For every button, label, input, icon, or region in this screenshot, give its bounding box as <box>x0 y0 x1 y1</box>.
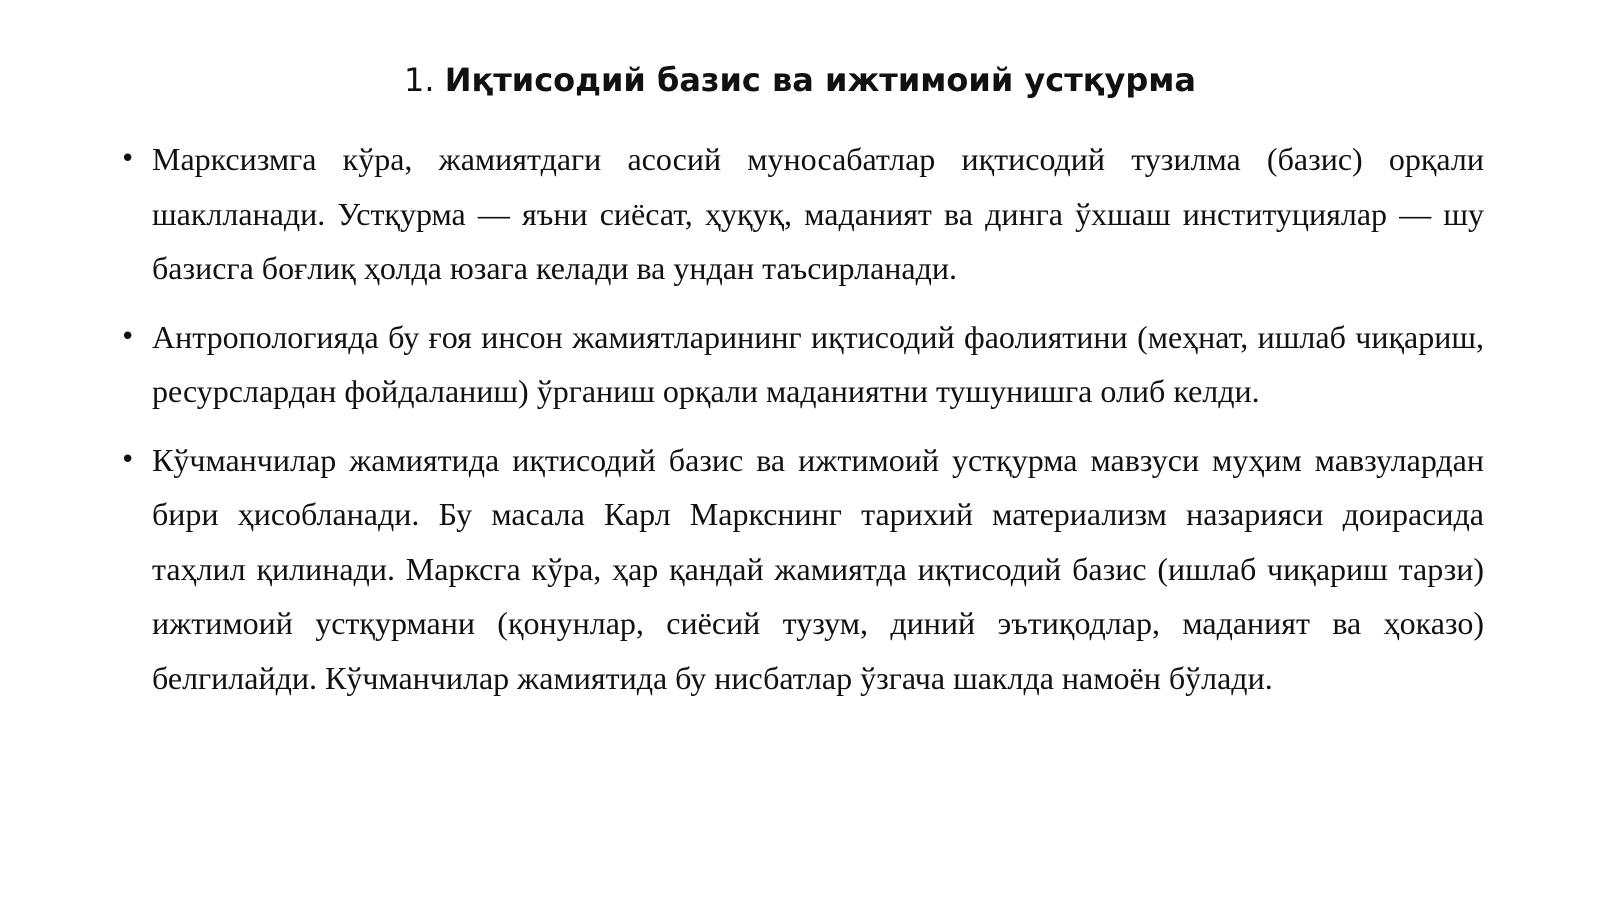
bullet-text: Марксизмга кўра, жамиятдаги асосий муносабатлар иқтисодий тузилма (базис) орқали шаклланади. Устқурма — яъни сиёсат, ҳуқуқ, маданият ва динга ўхшаш институциялар — шу базисга боғлиқ ҳолда юзага келади ва ундан таъсирланади. <box>152 141 1484 286</box>
bullet-item <box>120 132 1484 296</box>
title-text: Иқтисодий базис ва ижтимоий устқурма <box>444 61 1196 99</box>
bullet-item <box>120 433 1484 706</box>
bullet-dot-icon: • <box>120 321 136 352</box>
bullet-dot-icon: • <box>120 144 136 174</box>
bullet-dot-icon: • <box>120 444 136 475</box>
title-number: 1. <box>404 61 435 99</box>
slide-title <box>0 58 1600 102</box>
bullet-text: Кўчманчилар жамиятида иқтисодий базис ва ижтимоий устқурма мавзуси муҳим мавзулардан бири ҳисобланади. Бу масала Карл Маркснинг тарихий материализм назарияси доирасида таҳлил қилинади. Марксга кўра, ҳар қандай жамиятда иқтисодий базис (ишлаб чиқариш тарзи) ижтимоий устқурмани (қонунлар, сиёсий тузум, диний эътиқодлар, маданият ва ҳоказо) белгилайди. Кўчманчилар жамиятида бу нисбатлар ўзгача шаклда намоён бўлади. <box>152 441 1484 696</box>
bullet-item <box>120 310 1484 419</box>
bullet-text: Антропологияда бу ғоя инсон жамиятларининг иқтисодий фаолиятини (меҳнат, ишлаб чиқариш, ресурслардан фойдаланиш) ўрганиш орқали маданиятни тушунишга олиб келди. <box>152 318 1484 409</box>
bullet-list <box>120 132 1484 719</box>
